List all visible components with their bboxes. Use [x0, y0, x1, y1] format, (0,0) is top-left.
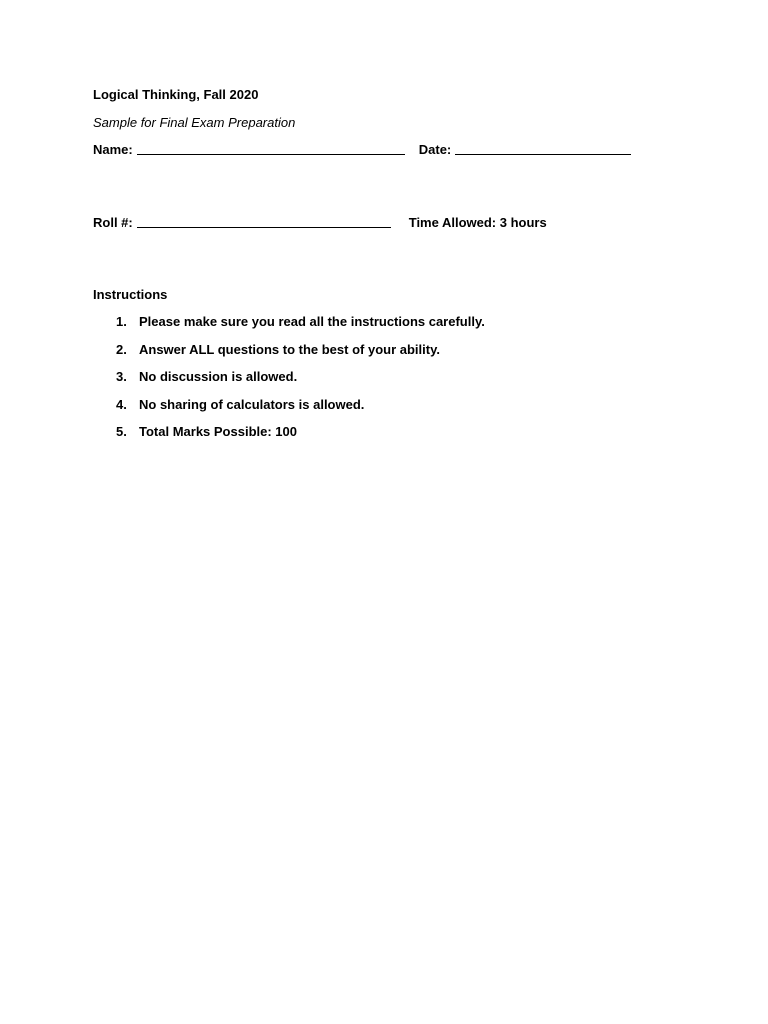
instruction-text: No sharing of calculators is allowed. [139, 396, 365, 412]
instruction-item [110, 424, 485, 452]
instruction-number: 2. [116, 341, 127, 357]
name-field[interactable] [137, 142, 405, 155]
instruction-text: No discussion is allowed. [139, 369, 298, 384]
date-label: Date: [418, 142, 452, 157]
name-date-row [93, 142, 631, 157]
roll-label: Roll #: [93, 215, 133, 230]
time-allowed-label: Time Allowed: 3 hours [408, 215, 547, 230]
instruction-number: 5. [116, 424, 127, 439]
instruction-text: Please make sure you read all the instructions carefully. [139, 314, 485, 329]
instruction-item [110, 397, 485, 425]
roll-time-row [93, 215, 547, 230]
instruction-number: 3. [116, 369, 127, 384]
document-title: Logical Thinking, Fall 2020 [93, 87, 259, 102]
instruction-number: 4. [116, 396, 127, 412]
instructions-heading: Instructions [93, 287, 168, 302]
instruction-text: Answer ALL questions to the best of your ability. [139, 341, 440, 357]
instruction-item [110, 369, 485, 397]
instruction-item [110, 342, 485, 370]
date-field[interactable] [455, 142, 631, 155]
instruction-number: 1. [116, 314, 127, 329]
name-label: Name: [93, 142, 133, 157]
instructions-list [110, 314, 485, 452]
instruction-item [110, 314, 485, 342]
roll-field[interactable] [137, 215, 391, 228]
instruction-text: Total Marks Possible: 100 [139, 424, 297, 439]
document-subtitle: Sample for Final Exam Preparation [93, 115, 296, 130]
